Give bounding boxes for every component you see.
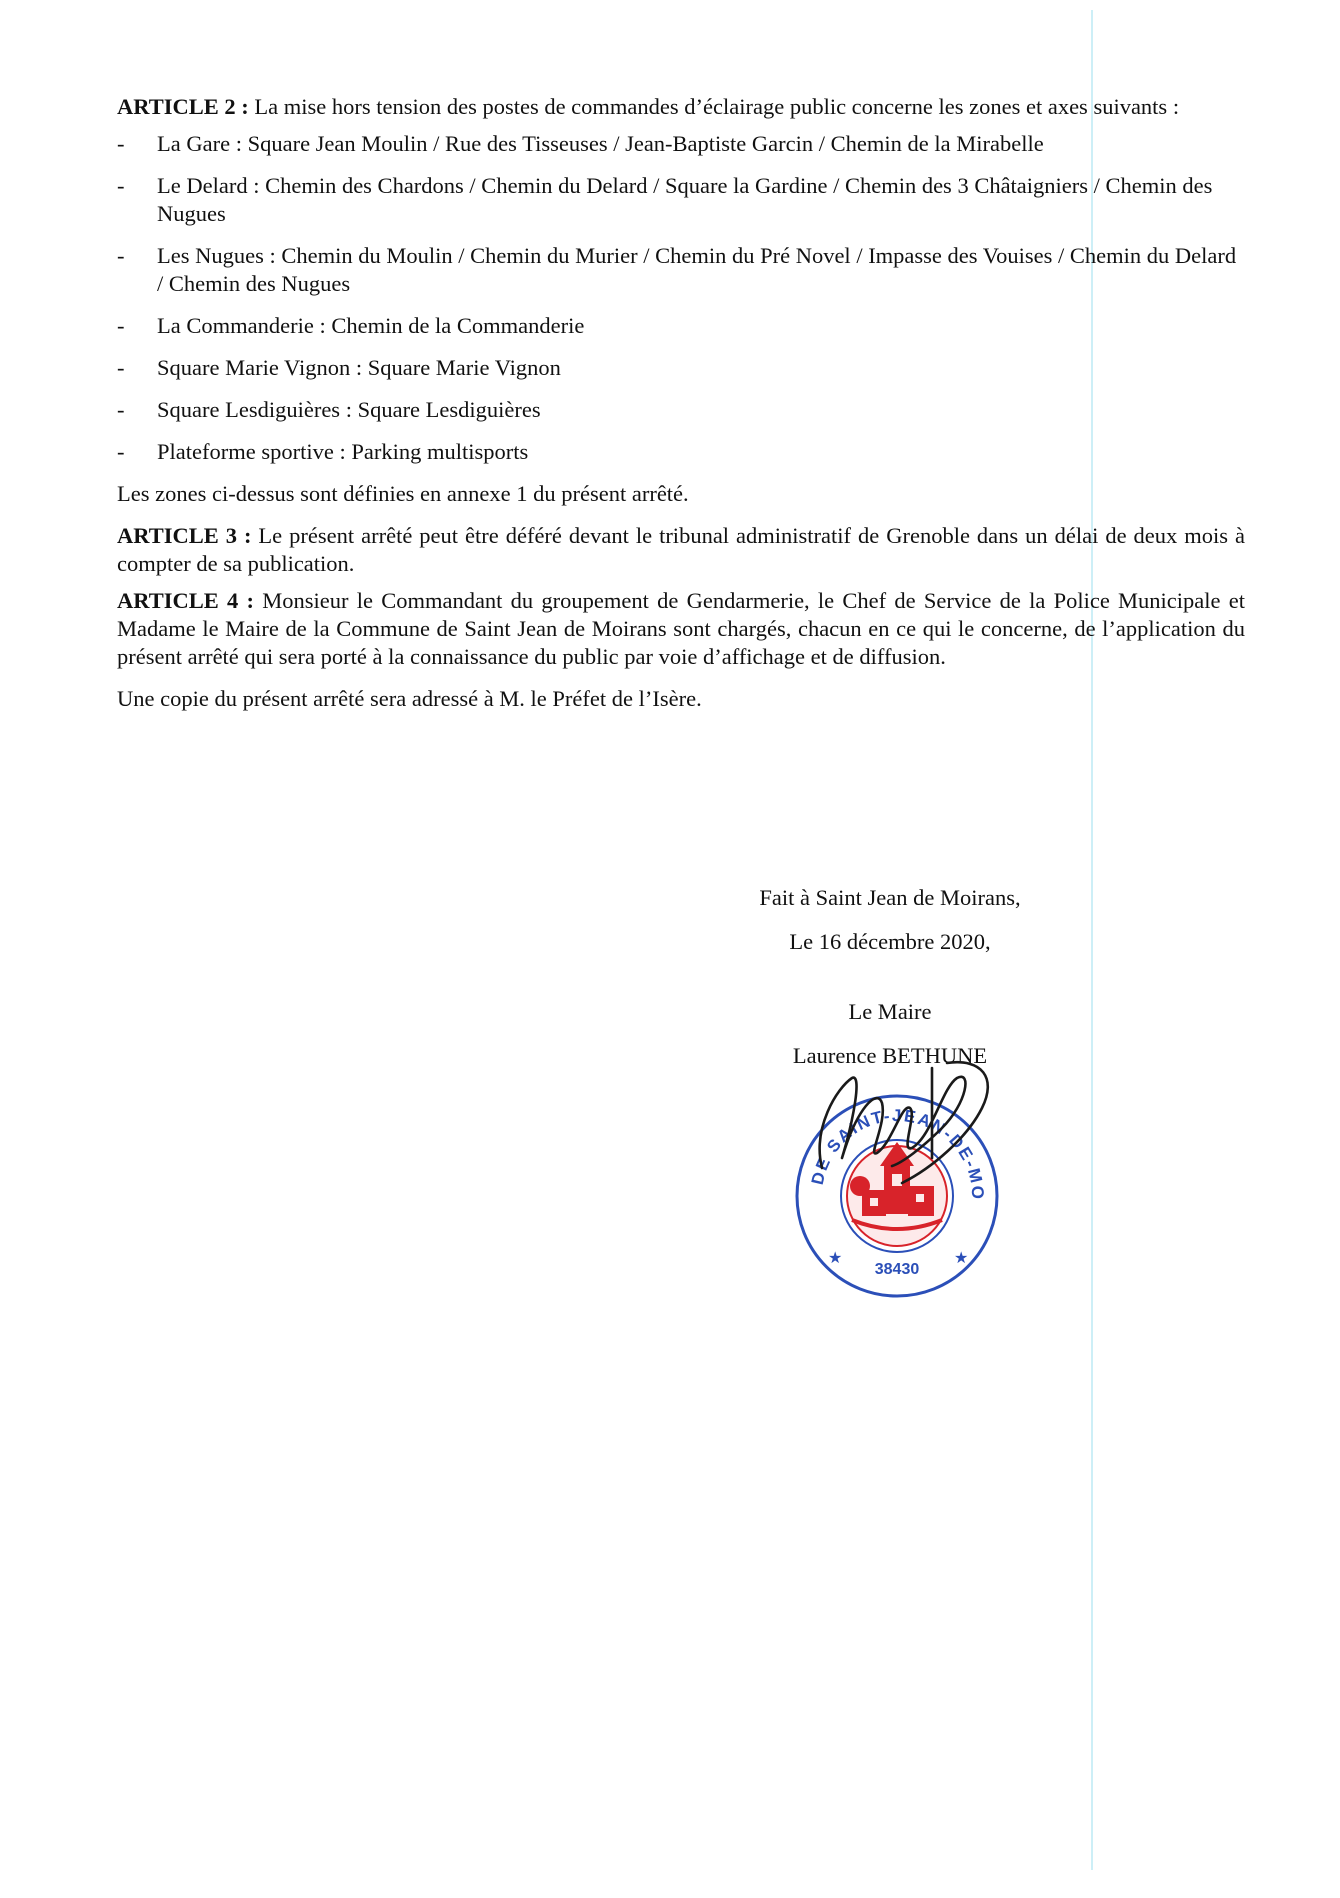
list-bullet: - bbox=[117, 173, 125, 198]
signature-name: Laurence BETHUNE bbox=[792, 1043, 988, 1068]
article-3 bbox=[117, 522, 1245, 578]
mairie-stamp bbox=[792, 1078, 1002, 1300]
list-item bbox=[117, 438, 1245, 466]
zone-square-marie-vignon: Square Marie Vignon : Square Marie Vignon bbox=[157, 355, 561, 380]
signature-block bbox=[690, 884, 1090, 1070]
zone-square-lesdiguieres: Square Lesdiguières : Square Lesdiguières bbox=[157, 397, 541, 422]
list-item bbox=[117, 242, 1245, 298]
article-2-label: ARTICLE 2 : bbox=[117, 94, 249, 119]
article-2-footer: Les zones ci-dessus sont définies en annexe 1 du présent arrêté. bbox=[117, 481, 689, 506]
article-2-intro bbox=[117, 93, 1245, 121]
handwritten-signature-icon bbox=[782, 1048, 1022, 1198]
signature-title: Le Maire bbox=[848, 999, 932, 1024]
article-3-label: ARTICLE 3 : bbox=[117, 523, 252, 548]
zone-le-delard: Le Delard : Chemin des Chardons / Chemin du Delard / Square la Gardine / Chemin des 3 Châtaigniers / Chemin des Nugues bbox=[157, 173, 1213, 226]
list-item bbox=[117, 354, 1245, 382]
list-bullet: - bbox=[117, 313, 125, 338]
copy-note: Une copie du présent arrêté sera adressé à M. le Préfet de l’Isère. bbox=[117, 686, 702, 711]
signature-date: Le 16 décembre 2020, bbox=[789, 929, 991, 954]
list-item bbox=[117, 130, 1245, 158]
zone-plateforme-sportive: Plateforme sportive : Parking multisports bbox=[157, 439, 529, 464]
svg-text:MAIRIE DE SAINT-JEAN-DE-MOIRAN: DE SAINT-JEAN-DE-MO bbox=[807, 1105, 988, 1202]
zone-la-gare: La Gare : Square Jean Moulin / Rue des Tisseuses / Jean-Baptiste Garcin / Chemin de la Mirabelle bbox=[157, 131, 1044, 156]
list-item bbox=[117, 172, 1245, 228]
list-bullet: - bbox=[117, 397, 125, 422]
stamp-postcode: 38430 bbox=[874, 1261, 920, 1278]
list-bullet: - bbox=[117, 355, 125, 380]
article-4-label: ARTICLE 4 : bbox=[117, 588, 254, 613]
list-item bbox=[117, 396, 1245, 424]
svg-text:★: ★ bbox=[828, 1250, 843, 1267]
article-3-text: Le présent arrêté peut être déféré devant le tribunal administratif de Grenoble dans un délai de deux mois à compter de sa publication. bbox=[117, 523, 1245, 576]
list-bullet: - bbox=[117, 131, 125, 156]
zone-list bbox=[117, 130, 1245, 466]
zone-la-commanderie: La Commanderie : Chemin de la Commanderie bbox=[157, 313, 585, 338]
document-body bbox=[117, 93, 1245, 727]
article-2-text: La mise hors tension des postes de commandes d’éclairage public concerne les zones et axes suivants : bbox=[248, 94, 1180, 119]
list-bullet: - bbox=[117, 243, 125, 268]
article-4 bbox=[117, 587, 1245, 671]
zone-les-nugues: Les Nugues : Chemin du Moulin / Chemin du Murier / Chemin du Pré Novel / Impasse des Vouises / Chemin du Delard / Chemin des Nugues bbox=[157, 243, 1237, 296]
list-item bbox=[117, 312, 1245, 340]
list-bullet: - bbox=[117, 439, 125, 464]
svg-text:★: ★ bbox=[954, 1250, 969, 1267]
signature-place: Fait à Saint Jean de Moirans, bbox=[759, 885, 1021, 910]
article-4-text: Monsieur le Commandant du groupement de Gendarmerie, le Chef de Service de la Police Municipale et Madame le Maire de la Commune de Saint Jean de Moirans sont chargés, chacun en ce qui le concerne, de l’application du présent arrêté qui sera porté à la connaissance du public par voie d’affichage et de diffusion. bbox=[117, 588, 1246, 669]
